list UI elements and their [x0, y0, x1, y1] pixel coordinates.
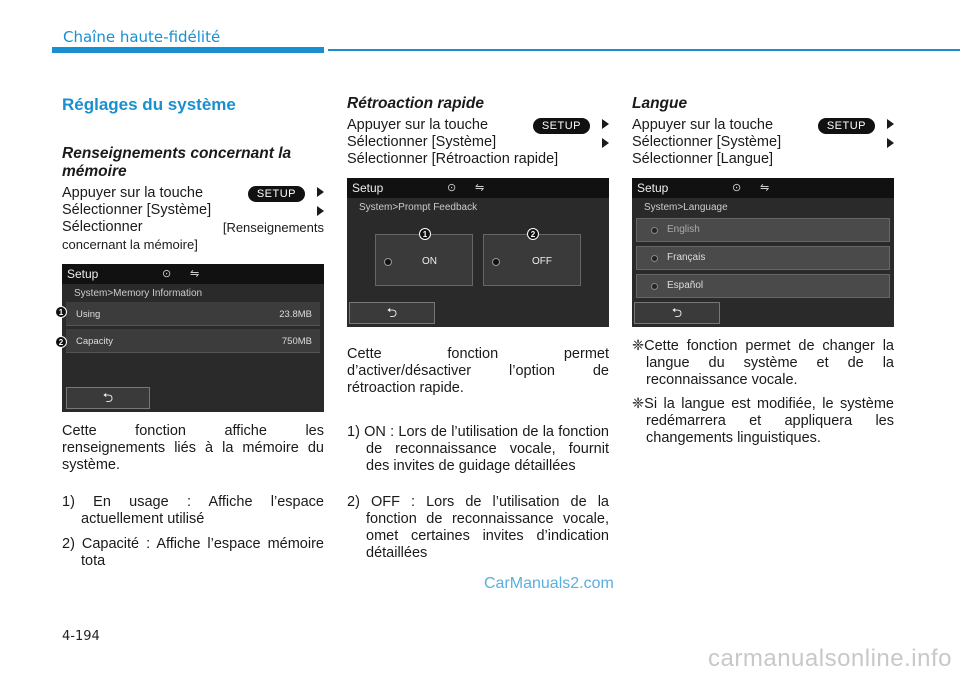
- description-feedback: Cette fonction permet d’activer/désactiver l’option de rétroaction rapide.: [347, 346, 609, 396]
- instruction-text: [Renseignements: [222, 220, 324, 235]
- instruction-text: Sélectionner [Rétroaction rapide]: [347, 151, 559, 167]
- instructions-feedback: [347, 117, 609, 168]
- option-label: OFF: [532, 256, 552, 267]
- language-label: Français: [667, 252, 706, 263]
- language-label: English: [667, 224, 700, 235]
- callout-1: 1: [419, 228, 431, 240]
- screen-title: Setup: [637, 181, 669, 195]
- instruction-line: [347, 117, 609, 134]
- header-rule-thin: [328, 49, 960, 51]
- instructions-language: [632, 117, 894, 168]
- arrow-right-icon: [317, 187, 324, 197]
- chapter-title: Chaîne haute-fidélité: [63, 28, 221, 46]
- screen-title: Setup: [67, 267, 99, 281]
- instruction-text: Appuyer sur la touche: [347, 117, 489, 133]
- on-option-button[interactable]: [375, 234, 473, 286]
- list-item: 2) Capacité : Affiche l’espace mémoire tota: [62, 536, 324, 569]
- back-button[interactable]: ⮌: [349, 302, 435, 324]
- arrow-right-icon: [602, 138, 609, 148]
- setup-key-badge: SETUP: [248, 186, 305, 202]
- option-label: ON: [422, 256, 437, 267]
- footer-watermark: carmanualsonline.info: [708, 645, 952, 672]
- row-value: 23.8MB: [279, 309, 312, 320]
- list-item: 1) En usage : Affiche l’espace actuellement utilisé: [62, 494, 324, 527]
- instruction-text: Appuyer sur la touche: [62, 185, 204, 201]
- disc-icon: ⊙: [447, 182, 457, 194]
- instruction-line: [632, 117, 894, 134]
- language-option-english[interactable]: [636, 218, 890, 242]
- instruction-text: Sélectionner [Système]: [632, 134, 782, 150]
- row-label: Capacity: [76, 336, 113, 347]
- section-title-system-settings: Réglages du système: [62, 95, 236, 114]
- language-option-espanol[interactable]: [636, 274, 890, 298]
- usb-icon: ⇋: [190, 268, 200, 280]
- arrow-right-icon: [317, 206, 324, 216]
- callout-2: 2: [55, 336, 67, 348]
- disc-icon: ⊙: [732, 182, 742, 194]
- page-number: 4-194: [62, 629, 100, 644]
- radio-icon: [384, 258, 392, 266]
- screen-breadcrumb: System>Memory Information: [74, 288, 203, 299]
- list-item: 1) ON : Lors de l’utilisation de la fonction de reconnaissance vocale, fournit des invites de guidage détaillées: [347, 424, 609, 474]
- instruction-line: [347, 134, 609, 151]
- radio-icon: [651, 255, 658, 262]
- off-option-button[interactable]: [483, 234, 581, 286]
- description-memory: Cette fonction affiche les renseignements liés à la mémoire du système.: [62, 423, 324, 473]
- back-button[interactable]: ⮌: [66, 387, 150, 409]
- screen-prompt-feedback: [347, 178, 609, 327]
- setup-key-badge: SETUP: [533, 118, 590, 134]
- radio-icon: [651, 227, 658, 234]
- instruction-text: concernant la mémoire]: [62, 237, 198, 252]
- memory-row-capacity: [66, 329, 320, 353]
- watermark-carmanuals: CarManuals2.com: [484, 575, 614, 592]
- instruction-text: Sélectionner: [62, 219, 143, 235]
- instruction-text: Sélectionner [Système]: [62, 202, 212, 218]
- memory-row-using: [66, 302, 320, 326]
- screen-memory-info: [62, 264, 324, 412]
- usb-icon: ⇋: [475, 182, 485, 194]
- instruction-line: [62, 202, 324, 219]
- instruction-line: [62, 219, 324, 236]
- note-bullet: ❈Si la langue est modifiée, le système redémarrera et appliquera les changements linguistiques.: [632, 396, 894, 446]
- instruction-text: Appuyer sur la touche: [632, 117, 774, 133]
- subtitle-line: mémoire: [62, 163, 127, 180]
- callout-2: 2: [527, 228, 539, 240]
- arrow-right-icon: [887, 119, 894, 129]
- header-rule-thick: [52, 47, 324, 53]
- setup-key-badge: SETUP: [818, 118, 875, 134]
- instruction-line: [62, 185, 324, 202]
- instruction-text: Sélectionner [Système]: [347, 134, 497, 150]
- row-value: 750MB: [281, 336, 312, 347]
- subtitle-line: Renseignements concernant la: [62, 145, 292, 162]
- screen-breadcrumb: System>Language: [644, 202, 728, 213]
- usb-icon: ⇋: [760, 182, 770, 194]
- section-title-language: Langue: [632, 95, 688, 112]
- note-bullet: ❈Cette fonction permet de changer la langue du système et de la reconnaissance vocale.: [632, 338, 894, 388]
- list-item: 2) OFF : Lors de l’utilisation de la fonction de reconnaissance vocale, omet certaines invites d’indication détaillées: [347, 494, 609, 561]
- radio-icon: [651, 283, 658, 290]
- instructions-memory: [62, 185, 324, 253]
- back-button[interactable]: ⮌: [634, 302, 720, 324]
- instruction-line: [632, 134, 894, 151]
- section-title-prompt-feedback: Rétroaction rapide: [347, 95, 484, 112]
- language-label: Español: [667, 280, 704, 291]
- subtitle-memory-info: [62, 145, 324, 181]
- arrow-right-icon: [887, 138, 894, 148]
- row-label: Using: [76, 309, 101, 320]
- arrow-right-icon: [602, 119, 609, 129]
- screen-title: Setup: [352, 181, 384, 195]
- callout-1: 1: [55, 306, 67, 318]
- instruction-text: Sélectionner [Langue]: [632, 151, 774, 167]
- screen-language: [632, 178, 894, 327]
- screen-breadcrumb: System>Prompt Feedback: [359, 202, 478, 213]
- radio-icon: [492, 258, 500, 266]
- language-option-francais[interactable]: [636, 246, 890, 270]
- disc-icon: ⊙: [162, 268, 172, 280]
